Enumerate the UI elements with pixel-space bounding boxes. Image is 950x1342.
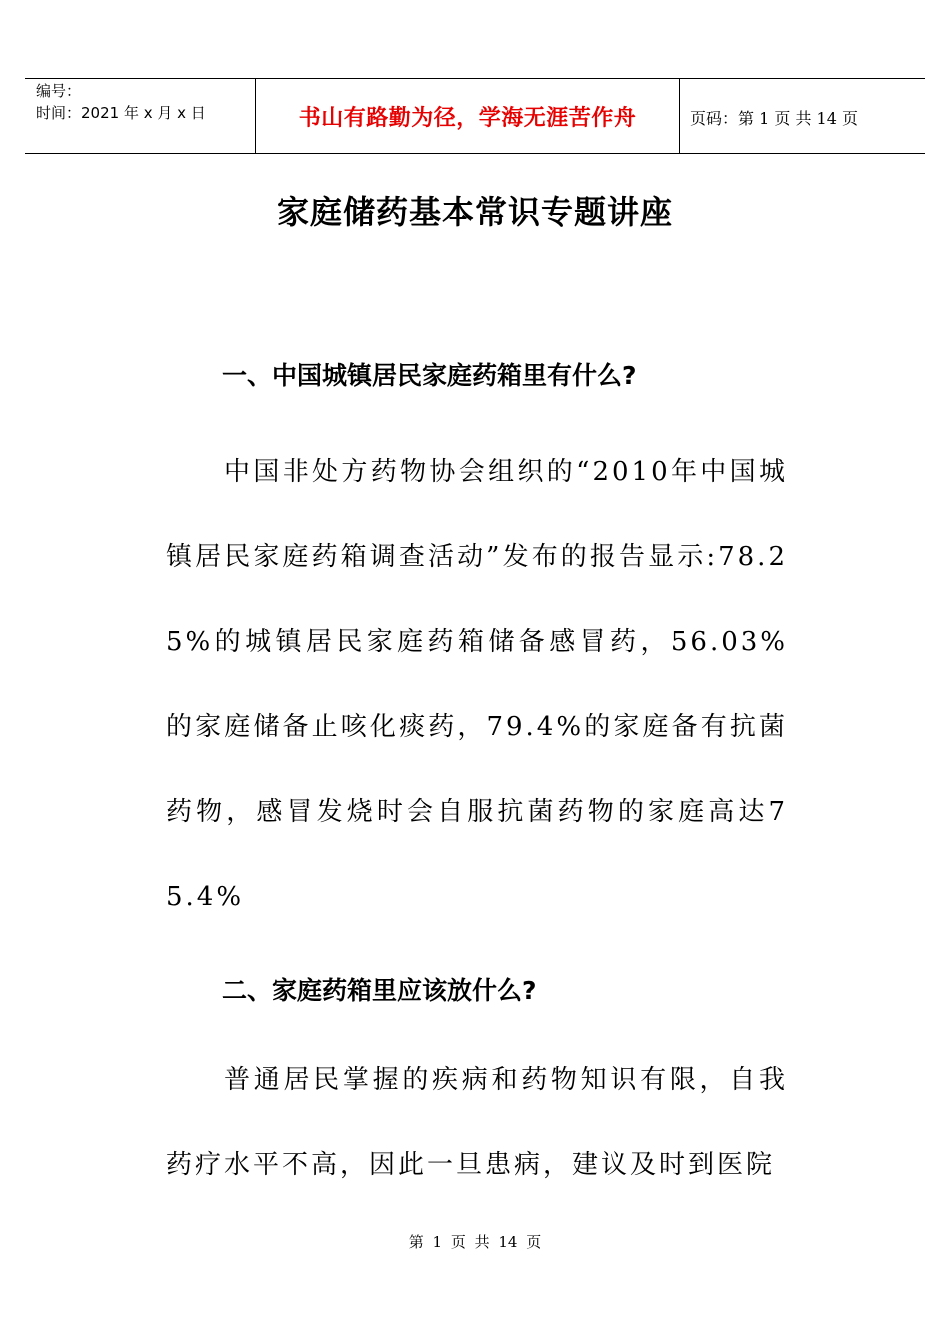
header-page-info: 页码：第 1 页 共 14 页	[690, 109, 858, 128]
section-paragraph-2: 普通居民掌握的疾病和药物知识有限，自我药疗水平不高，因此一旦患病，建议及时到医院	[166, 1065, 788, 1180]
document-time-label: 时间：2021 年 x 月 x 日	[36, 104, 206, 122]
document-number-label: 编号：	[36, 82, 82, 100]
section-heading-2: 二、家庭药箱里应该放什么?	[222, 976, 537, 1005]
document-title: 家庭储药基本常识专题讲座	[276, 193, 673, 231]
header-page-cell	[680, 79, 925, 153]
header-motto-cell	[255, 79, 680, 153]
motto-text: 书山有路勤为径，学海无涯苦作舟	[298, 105, 637, 131]
section-heading-1: 一、中国城镇居民家庭药箱里有什么?	[222, 361, 637, 390]
document-content	[166, 347, 788, 1208]
page-footer: 第 1 页 共 14 页	[408, 1233, 542, 1251]
section-paragraph-1: 中国非处方药物协会组织的“2010年中国城镇居民家庭药箱调查活动”发布的报告显示:78.25%的城镇居民家庭药箱储备感冒药，56.03%的家庭储备止咳化痰药，79.4%的家庭备有抗菌药物，感冒发烧时会自服抗菌药物的家庭高达75.4%	[166, 457, 788, 912]
header-table	[25, 78, 925, 154]
header-meta-cell	[25, 79, 255, 153]
